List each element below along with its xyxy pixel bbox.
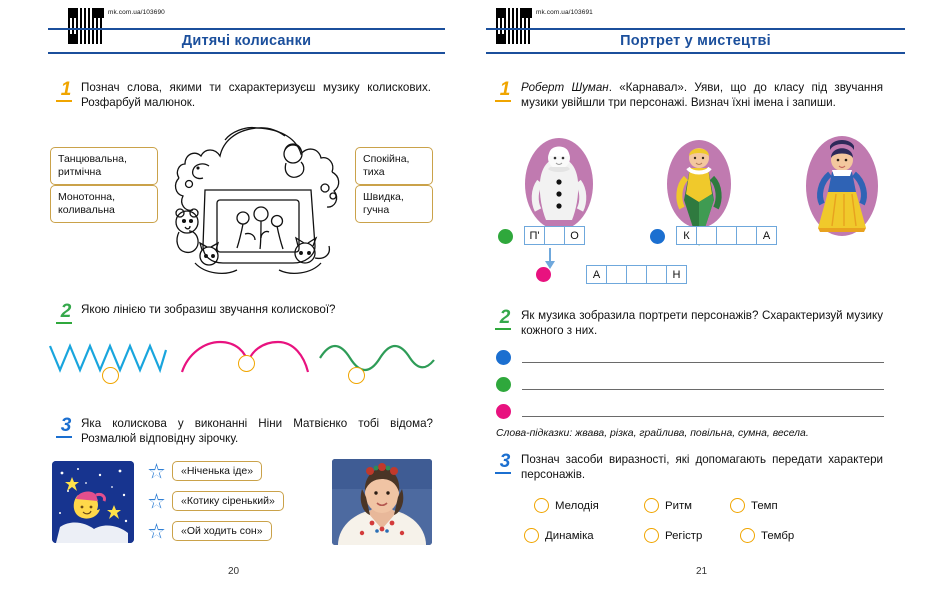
choice-circle-arch[interactable] <box>238 355 255 372</box>
character-pierrot <box>524 138 594 235</box>
crossword-cell[interactable] <box>544 226 565 245</box>
option-circle-icon[interactable] <box>644 498 659 513</box>
page-number-left: 20 <box>227 566 240 577</box>
right-page <box>468 0 935 595</box>
option-circle-icon[interactable] <box>644 528 659 543</box>
marker-dot-green-2 <box>496 377 511 392</box>
task-3-number-left: 3 <box>60 415 72 436</box>
task-2-number-left: 2 <box>60 301 72 322</box>
option-label: Регістр <box>665 529 703 542</box>
task-1-number-underline-right <box>495 100 511 102</box>
crossword-cell[interactable] <box>696 226 717 245</box>
word-box-3[interactable]: Спокійна, тиха <box>355 147 433 185</box>
crossword-cell[interactable] <box>736 226 757 245</box>
marker-dot-blue-2 <box>496 350 511 365</box>
word-box-2[interactable]: Монотонна, коливальна <box>50 185 158 223</box>
task-2-number-right: 2 <box>499 307 511 328</box>
crossword-row-1[interactable] <box>524 226 585 245</box>
option-melodiya[interactable] <box>534 498 599 513</box>
cradle-illustration <box>165 118 350 278</box>
star-icon-song-3[interactable] <box>148 523 165 540</box>
character-columbine <box>804 136 880 241</box>
task-2-number-underline-left <box>56 322 72 324</box>
crossword-cell[interactable]: А <box>586 265 607 284</box>
crossword-cell[interactable] <box>716 226 737 245</box>
answer-line-3[interactable] <box>522 416 884 417</box>
task-3-number-underline-right <box>495 472 511 474</box>
crossword-cell[interactable] <box>646 265 667 284</box>
star-icon-song-2[interactable] <box>148 493 165 510</box>
choice-circle-wave[interactable] <box>348 367 365 384</box>
task-2-text-right: Як музика зобразила портрети персонажів? Схарактеризуй музику кожного з них. <box>521 309 883 338</box>
page-title-right: Портрет у мистецтві <box>620 33 771 49</box>
marker-dot-pink-1 <box>536 267 551 282</box>
task-3-text-left: Яка колискова у виконанні Ніни Матвієнко тобі відома? Розмалюй відповідну зірочку. <box>81 417 433 446</box>
marker-dot-green-1 <box>498 229 513 244</box>
option-dynamika[interactable] <box>524 528 594 543</box>
hint-words <box>496 428 886 439</box>
option-circle-icon[interactable] <box>534 498 549 513</box>
task-1-text-right <box>521 80 883 111</box>
marker-dot-blue-1 <box>650 229 665 244</box>
option-registr[interactable] <box>644 528 702 543</box>
task-1-number-left: 1 <box>60 79 72 100</box>
answer-line-1[interactable] <box>522 362 884 363</box>
task-3-text-right: Познач засоби виразності, які допомагають передати характери персонажів. <box>521 453 883 482</box>
left-page <box>0 0 467 595</box>
crossword-cell[interactable]: К <box>676 226 697 245</box>
crossword-cell[interactable] <box>606 265 627 284</box>
option-rytm[interactable] <box>644 498 692 513</box>
right-page-title-bar <box>486 28 905 54</box>
task-2-number-underline-right <box>495 328 511 330</box>
song-box-1[interactable]: «Ніченька іде» <box>172 461 262 481</box>
crossword-cell[interactable]: Н <box>666 265 687 284</box>
task-1-number-underline-left <box>56 100 72 102</box>
crossword-row-3[interactable] <box>586 265 687 284</box>
option-tembr[interactable] <box>740 528 794 543</box>
crossword-cell[interactable] <box>626 265 647 284</box>
qr-link-left[interactable]: mk.com.ua/103690 <box>108 9 165 16</box>
task-1-text-rest: . «Карнавал». Уяви, що до класу під звучання музики увійшли три персонажі. Визнач їхні імена і запиши. <box>521 81 883 110</box>
singer-photo <box>332 459 432 545</box>
task-3-number-right: 3 <box>499 451 511 472</box>
song-box-3[interactable]: «Ой ходить сон» <box>172 521 272 541</box>
option-label: Динаміка <box>545 529 594 542</box>
song-box-2[interactable]: «Котику сіренький» <box>172 491 284 511</box>
crossword-cell[interactable]: А <box>756 226 777 245</box>
option-circle-icon[interactable] <box>730 498 745 513</box>
answer-line-2[interactable] <box>522 389 884 390</box>
line-type-wave[interactable] <box>318 336 436 381</box>
task-3-number-underline-left <box>56 436 72 438</box>
option-circle-icon[interactable] <box>524 528 539 543</box>
task-1-number-right: 1 <box>499 79 511 100</box>
word-box-1[interactable]: Танцювальна, ритмічна <box>50 147 158 185</box>
crossword-cell[interactable]: П' <box>524 226 545 245</box>
marker-dot-pink-2 <box>496 404 511 419</box>
option-label: Тембр <box>761 529 795 542</box>
page-title: Дитячі колисанки <box>181 33 312 49</box>
left-page-title-bar <box>48 28 445 54</box>
page-number-right: 21 <box>695 566 708 577</box>
option-label: Темп <box>751 499 778 512</box>
option-circle-icon[interactable] <box>740 528 755 543</box>
task-2-text-left: Якою лінією ти зобразиш звучання колискової? <box>81 303 336 316</box>
task-1-text-left: Познач слова, якими ти схарактеризуєш музику колискових. Розфарбуй малюнок. <box>81 81 431 110</box>
qr-link-right[interactable]: mk.com.ua/103691 <box>536 9 593 16</box>
moon-illustration <box>52 461 134 543</box>
choice-circle-zigzag[interactable] <box>102 367 119 384</box>
option-temp[interactable] <box>730 498 778 513</box>
option-label: Ритм <box>665 499 693 512</box>
star-icon-song-1[interactable] <box>148 463 165 480</box>
option-label: Мелодія <box>555 499 599 512</box>
crossword-row-2[interactable] <box>676 226 777 245</box>
crossword-cell[interactable]: О <box>564 226 585 245</box>
hint-label: Слова-підказки: <box>496 428 573 439</box>
task-1-composer-name: Роберт Шуман <box>521 81 609 94</box>
hint-list: жвава, різка, грайлива, повільна, сумна, весела. <box>575 428 809 439</box>
word-box-4[interactable]: Швидка, гучна <box>355 185 433 223</box>
